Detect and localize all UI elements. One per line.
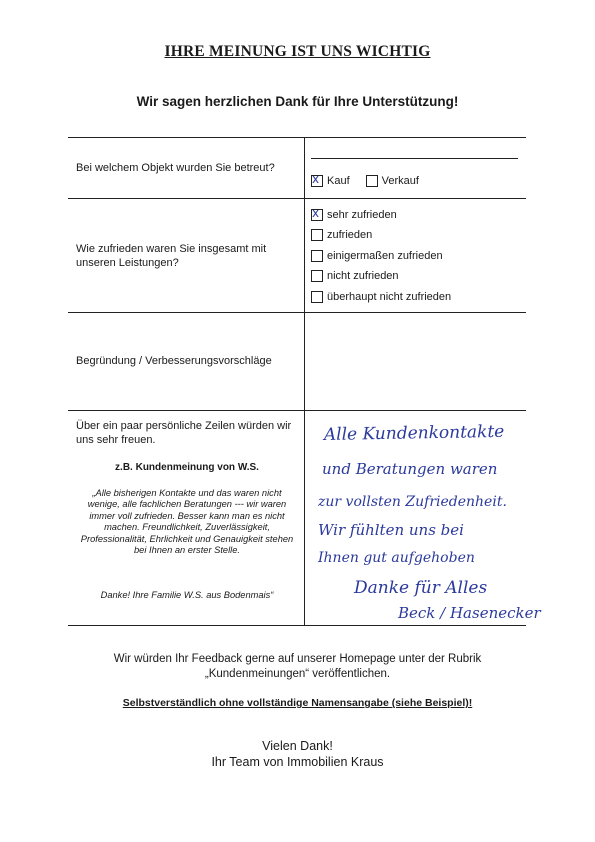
option-verkauf-label: Verkauf: [381, 175, 419, 187]
question-object: Bei welchem Objekt wurden Sie betreut?: [76, 162, 275, 174]
closing-thanks: Vielen Dank!: [262, 739, 333, 753]
handwritten-line: Danke für Alles: [354, 578, 488, 598]
question-reason: Begründung / Verbesserungsvorschläge: [76, 355, 272, 367]
checkbox-zufrieden[interactable]: [311, 229, 323, 241]
table-bottom-border: [68, 625, 526, 626]
row-divider-2: [68, 312, 526, 313]
question-satisfaction: Wie zufrieden waren Sie insgesamt mit unseren Leistungen?: [76, 243, 267, 269]
privacy-notice: Selbstverständlich ohne vollständige Namensangabe (siehe Beispiel)!: [122, 697, 473, 709]
closing: [0, 738, 595, 770]
checkbox-kauf[interactable]: [311, 175, 323, 187]
option-einigermassen-zufrieden: [311, 250, 443, 262]
handwritten-line: Wir fühlten uns bei: [318, 521, 464, 539]
row-divider-1: [68, 198, 526, 199]
option-label: überhaupt nicht zufrieden: [327, 291, 452, 303]
option-nicht-zufrieden: [311, 270, 399, 282]
option-zufrieden: [311, 229, 372, 241]
checkbox-ueberhaupt-nicht-zufrieden[interactable]: [311, 291, 323, 303]
option-label: nicht zufrieden: [327, 270, 399, 282]
column-divider: [304, 137, 305, 625]
question-personal-lines: Über ein paar persönliche Zeilen würden wir uns sehr freuen.: [76, 420, 292, 446]
checkbox-nicht-zufrieden[interactable]: [311, 270, 323, 282]
checkbox-einigermassen-zufrieden[interactable]: [311, 250, 323, 262]
page-title: IHRE MEINUNG IST UNS WICHTIG: [164, 43, 431, 60]
handwritten-line: Ihnen gut aufgehoben: [318, 550, 475, 566]
handwritten-line: Beck / Hasenecker: [398, 604, 541, 622]
closing-team: Ihr Team von Immobilien Kraus: [211, 755, 384, 769]
checkbox-verkauf[interactable]: [366, 175, 378, 187]
option-label: sehr zufrieden: [327, 209, 397, 221]
object-options: [311, 175, 419, 187]
handwritten-answer[interactable]: [306, 410, 556, 625]
option-sehr-zufrieden: [311, 209, 397, 221]
feedback-note-line-1: Wir würden Ihr Feedback gerne auf unserer Homepage unter der Rubrik: [113, 653, 482, 665]
option-label: zufrieden: [327, 229, 373, 241]
example-heading: z.B. Kundenmeinung von W.S.: [115, 462, 259, 473]
feedback-note: [0, 652, 595, 682]
checkbox-sehr-zufrieden[interactable]: [311, 209, 323, 221]
example-quote: „Alle bisherigen Kontakte und das waren nicht wenige, alle fachlichen Beratungen --- wir waren immer voll zufrieden. Besser kann man es nicht machen. Freundlichkeit, Zuverlässigkeit, Professionalität, Ehrlichkeit und Genauigkeit stehen bei Ihnen an erster Stelle.: [80, 488, 294, 556]
option-label: einigermaßen zufrieden: [327, 250, 443, 262]
handwritten-line: zur vollsten Zufriedenheit.: [318, 494, 507, 510]
option-kauf-label: Kauf: [327, 175, 350, 187]
table-top-border: [68, 137, 526, 138]
handwritten-line: und Beratungen waren: [322, 460, 498, 478]
example-signature: Danke! Ihre Familie W.S. aus Bodenmais“: [100, 590, 274, 600]
answer-line[interactable]: [311, 158, 518, 159]
page-subtitle: Wir sagen herzlichen Dank für Ihre Unterstützung!: [136, 94, 459, 109]
handwritten-line: Alle Kundenkontakte: [323, 421, 505, 445]
option-ueberhaupt-nicht-zufrieden: [311, 291, 451, 303]
feedback-note-line-2: „Kundenmeinungen“ veröffentlichen.: [204, 668, 391, 680]
